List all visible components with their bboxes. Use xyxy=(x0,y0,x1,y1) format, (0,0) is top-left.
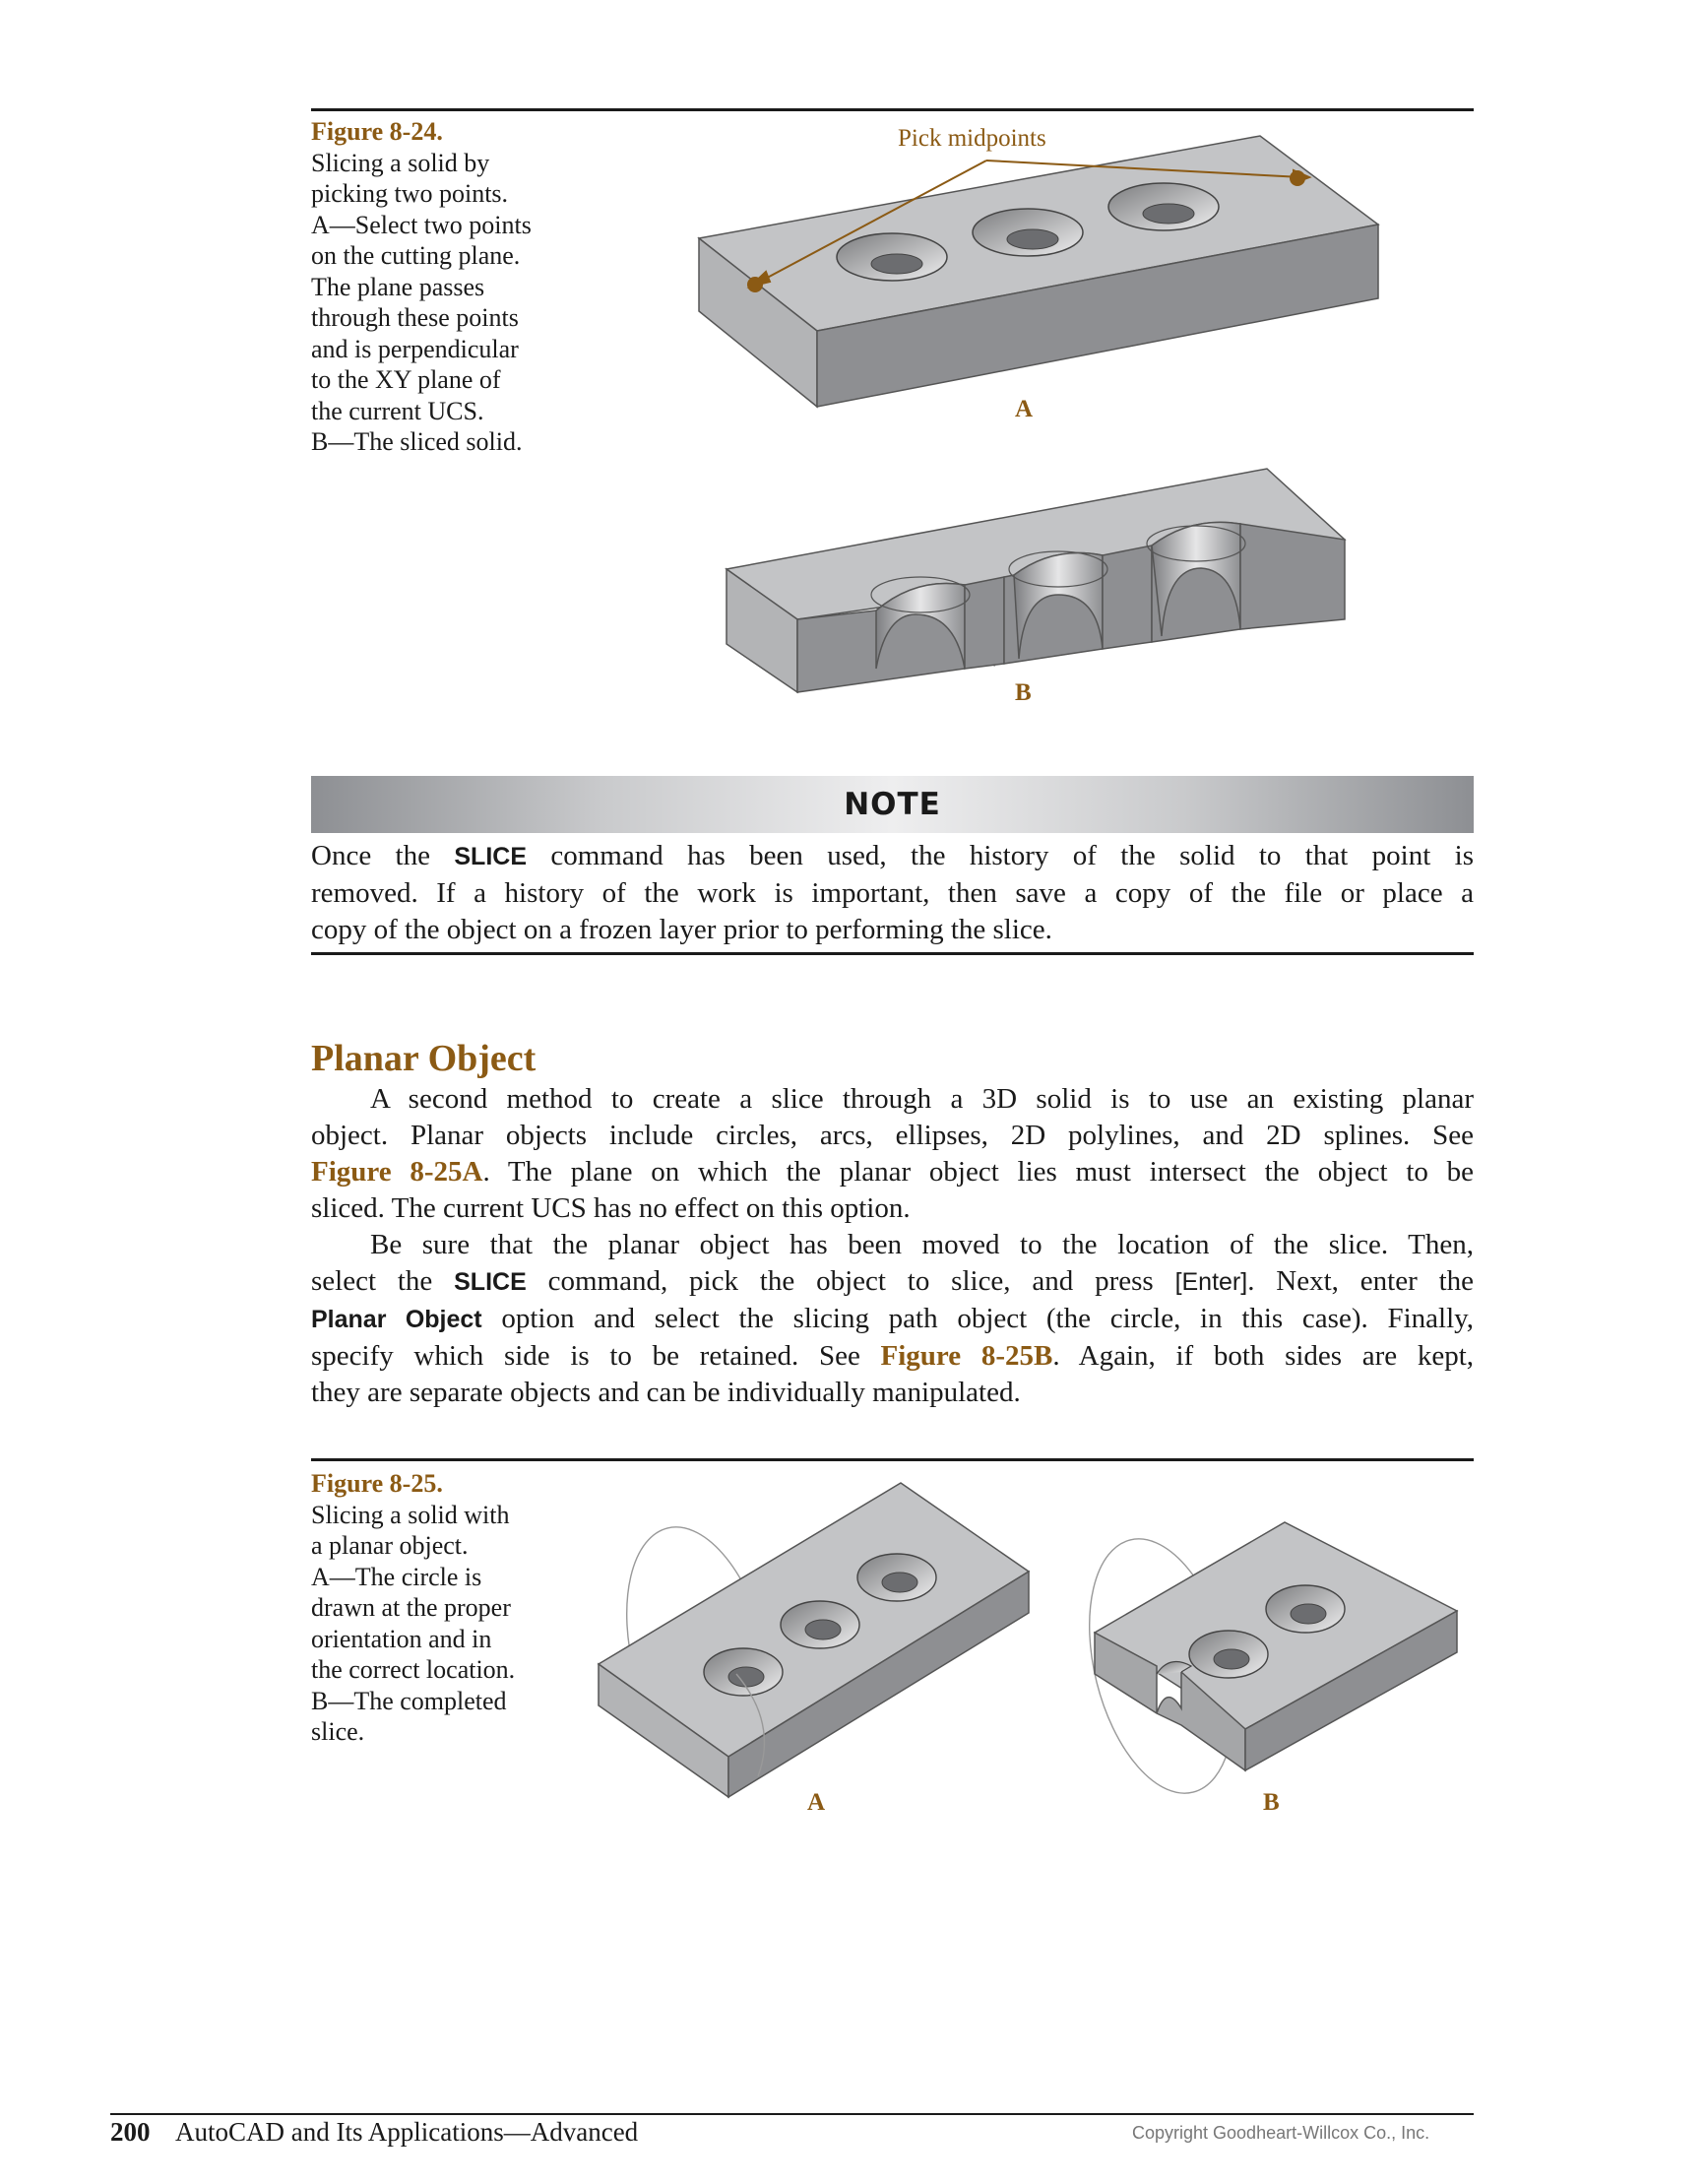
figure-24b-drawing xyxy=(719,467,1368,693)
counterbore-hole xyxy=(704,1648,783,1696)
text-line: they are separate objects and can be individually manipulated. xyxy=(311,1377,1021,1408)
caption-line: picking two points. xyxy=(311,179,509,208)
counterbore-hole xyxy=(837,233,947,281)
text-line: Once the SLICE command has been used, the history of the solid to that point is xyxy=(311,840,1474,871)
footer-rule xyxy=(110,2113,1474,2115)
command-name: Planar Object xyxy=(311,1306,482,1333)
caption-line: a planar object. xyxy=(311,1531,469,1560)
paragraph-1 xyxy=(311,1081,1474,1227)
figure-24-title: Figure 8-24. xyxy=(311,117,443,146)
figure-25-top-rule xyxy=(311,1458,1474,1461)
figure-25-title: Figure 8-25. xyxy=(311,1469,443,1498)
caption-line: Slicing a solid with xyxy=(311,1500,510,1529)
figure-reference: Figure 8-25A xyxy=(311,1156,483,1188)
copyright: Copyright Goodheart-Willcox Co., Inc. xyxy=(1132,2123,1430,2143)
figure-25-caption xyxy=(311,1468,587,1748)
text-line: Be sure that the planar object has been moved to the location of the slice. Then, xyxy=(370,1229,1474,1260)
counterbore-hole xyxy=(781,1601,859,1648)
page-number: 200 xyxy=(110,2117,151,2147)
caption-line: A—Select two points xyxy=(311,210,532,239)
figure-24-caption xyxy=(311,116,587,458)
figure-25-caption-lines xyxy=(311,1500,587,1748)
figure-25b-drawing xyxy=(1073,1516,1467,1792)
book-title: AutoCAD and Its Applications—Advanced xyxy=(175,2117,639,2147)
figure-24-caption-lines xyxy=(311,148,587,458)
pick-midpoints-callout: Pick midpoints xyxy=(898,125,1046,152)
figure-reference: Figure 8-25B xyxy=(880,1340,1053,1372)
command-name: SLICE xyxy=(454,1268,527,1296)
caption-line: through these points xyxy=(311,303,519,332)
text-line: Figure 8-25A. The plane on which the planar object lies must intersect the object to be xyxy=(311,1156,1474,1188)
figure-24-label-b: B xyxy=(1015,679,1032,706)
caption-line: to the XY plane of xyxy=(311,365,501,394)
section-heading: Planar Object xyxy=(311,1038,537,1079)
text-line: Planar Object option and select the slicing path object (the circle, in this case). Finally, xyxy=(311,1303,1474,1334)
note-text xyxy=(311,838,1474,948)
counterbore-hole xyxy=(1108,183,1219,230)
key-name: [Enter] xyxy=(1174,1268,1248,1296)
pick-point-marker xyxy=(1290,170,1305,186)
figure-25-label-b: B xyxy=(1263,1789,1280,1816)
caption-line: Slicing a solid by xyxy=(311,148,490,177)
command-name: SLICE xyxy=(454,843,527,870)
caption-line: B—The sliced solid. xyxy=(311,427,523,456)
counterbore-hole xyxy=(857,1554,936,1601)
figure-24-label-a: A xyxy=(1015,396,1034,422)
text-line: copy of the object on a frozen layer prior to performing the slice. xyxy=(311,914,1052,945)
pick-point-marker xyxy=(747,277,763,292)
text-line: specify which side is to be retained. See Figure 8-25B. Again, if both sides are kept, xyxy=(311,1340,1475,1372)
text-line: sliced. The current UCS has no effect on this option. xyxy=(311,1192,911,1224)
text-line: removed. If a history of the work is important, then save a copy of the file or place a xyxy=(311,877,1474,909)
counterbore-hole xyxy=(973,209,1083,256)
figure-25-label-a: A xyxy=(807,1789,826,1816)
paragraph-2 xyxy=(311,1227,1474,1411)
caption-line: B—The completed xyxy=(311,1686,507,1715)
figure-25a-drawing xyxy=(591,1477,1043,1792)
figure-24a-drawing xyxy=(689,128,1378,423)
caption-line: drawn at the proper xyxy=(311,1593,511,1622)
caption-line: slice. xyxy=(311,1717,365,1746)
counterbore-hole xyxy=(1189,1631,1268,1678)
caption-line: The plane passes xyxy=(311,272,485,301)
caption-line: the current UCS. xyxy=(311,396,484,425)
caption-line: A—The circle is xyxy=(311,1562,482,1591)
caption-line: orientation and in xyxy=(311,1624,492,1653)
note-title: NOTE xyxy=(844,787,941,822)
text-line: select the SLICE command, pick the object to slice, and press [Enter]. Next, enter the xyxy=(311,1265,1474,1297)
caption-line: and is perpendicular xyxy=(311,334,519,363)
counterbore-hole xyxy=(1266,1585,1345,1633)
figure-24-top-rule xyxy=(311,108,1474,111)
text-line: A second method to create a slice through a 3D solid is to use an existing planar xyxy=(370,1083,1474,1115)
note-bottom-rule xyxy=(311,952,1474,955)
note-banner xyxy=(311,776,1474,833)
caption-line: the correct location. xyxy=(311,1655,516,1684)
text-line: object. Planar objects include circles, arcs, ellipses, 2D polylines, and 2D splines. See xyxy=(311,1120,1474,1151)
caption-line: on the cutting plane. xyxy=(311,241,521,270)
